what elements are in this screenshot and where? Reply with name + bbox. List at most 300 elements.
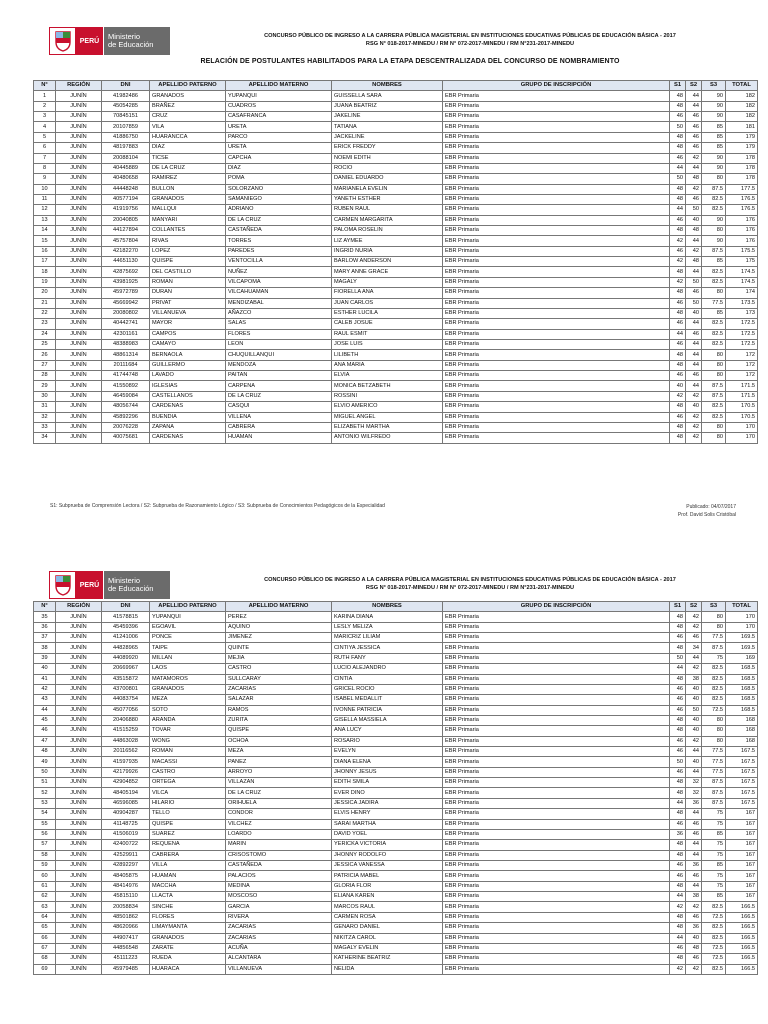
cell-nombres: LUCIO ALEJANDRO [332,664,443,674]
cell-s1: 50 [670,122,686,132]
cell-dni: 48056744 [102,402,150,412]
cell-total: 167 [726,819,758,829]
cell-s3: 80 [702,371,726,381]
cell-s2: 40 [686,715,702,725]
cell-s1: 46 [670,339,686,349]
cell-s3: 80 [702,715,726,725]
cell-s3: 87.5 [702,788,726,798]
header-col-total: TOTAL [726,602,758,612]
cell-apellido-paterno: ZARATE [150,943,226,953]
cell-region: JUNÍN [56,143,102,153]
cell-apellido-paterno: MACCHA [150,881,226,891]
cell-nombres: ANTONIO WILFREDO [332,433,443,443]
table-row [34,809,758,819]
table-row [34,184,758,194]
cell-grupo: EBR Primaria [443,350,670,360]
cell-dni: 41515259 [102,726,150,736]
cell-s2: 38 [686,892,702,902]
cell-grupo: EBR Primaria [443,205,670,215]
cell-s2: 50 [686,277,702,287]
cell-s3: 87.5 [702,798,726,808]
cell-number: 48 [34,747,56,757]
cell-dni: 42400722 [102,840,150,850]
table-row [34,215,758,225]
cell-region: JUNÍN [56,236,102,246]
cell-total: 168 [726,715,758,725]
table-row [34,881,758,891]
cell-s3: 85 [702,829,726,839]
cell-total: 166.5 [726,933,758,943]
cell-s1: 36 [670,829,686,839]
cell-apellido-materno: PARCO [226,132,332,142]
cell-s1: 46 [670,871,686,881]
cell-dni: 40577194 [102,194,150,204]
cell-apellido-materno: URETA [226,143,332,153]
header-col-s2: S2 [686,81,702,91]
cell-nombres: CALEB JOSUE [332,319,443,329]
cell-apellido-materno: VILLANUEVA [226,964,332,974]
table-row [34,757,758,767]
cell-dni: 44083754 [102,695,150,705]
cell-total: 179 [726,132,758,142]
cell-nombres: JUAN CARLOS [332,298,443,308]
cell-s1: 48 [670,912,686,922]
cell-s1: 48 [670,923,686,933]
cell-dni: 41148725 [102,819,150,829]
cell-grupo: EBR Primaria [443,257,670,267]
cell-nombres: KARINA DIANA [332,612,443,622]
cell-region: JUNÍN [56,112,102,122]
cell-grupo: EBR Primaria [443,943,670,953]
cell-number: 28 [34,371,56,381]
cell-region: JUNÍN [56,350,102,360]
cell-apellido-materno: DE LA CRUZ [226,215,332,225]
cell-s3: 87.5 [702,391,726,401]
table-row [34,226,758,236]
cell-grupo: EBR Primaria [443,339,670,349]
cell-apellido-materno: SALAS [226,319,332,329]
cell-number: 61 [34,881,56,891]
cell-dni: 45972789 [102,288,150,298]
cell-s1: 46 [670,767,686,777]
cell-total: 174 [726,288,758,298]
logo-ministry [104,571,170,599]
cell-total: 167.5 [726,747,758,757]
cell-apellido-materno: QUISPE [226,726,332,736]
cell-nombres: DANIEL EDUARDO [332,174,443,184]
cell-total: 169 [726,653,758,663]
table-row [34,850,758,860]
cell-nombres: NIKITZA CAROL [332,933,443,943]
cell-apellido-materno: CASQUI [226,402,332,412]
cell-apellido-paterno: CASTELLANOS [150,391,226,401]
cell-s2: 36 [686,798,702,808]
cell-s2: 46 [686,871,702,881]
cell-dni: 48388983 [102,339,150,349]
cell-s2: 46 [686,371,702,381]
table-row [34,381,758,391]
cell-s3: 90 [702,163,726,173]
cell-s3: 90 [702,91,726,101]
cell-apellido-paterno: CABRERA [150,850,226,860]
cell-number: 7 [34,153,56,163]
cell-region: JUNÍN [56,360,102,370]
cell-dni: 20406880 [102,715,150,725]
cell-dni: 41886750 [102,132,150,142]
cell-total: 170.5 [726,412,758,422]
cell-apellido-materno: SOLORZANO [226,184,332,194]
cell-dni: 42301161 [102,329,150,339]
cell-dni: 41597935 [102,757,150,767]
cell-dni: 41919756 [102,205,150,215]
cell-total: 168.5 [726,684,758,694]
cell-apellido-paterno: MILLAN [150,653,226,663]
cell-s3: 82.5 [702,319,726,329]
cell-s2: 48 [686,257,702,267]
cell-s2: 44 [686,91,702,101]
cell-s2: 44 [686,881,702,891]
cell-apellido-materno: SULLCARAY [226,674,332,684]
cell-number: 68 [34,954,56,964]
cell-region: JUNÍN [56,184,102,194]
cell-nombres: ELVIS HENRY [332,809,443,819]
cell-total: 182 [726,101,758,111]
cell-s3: 82.5 [702,205,726,215]
cell-grupo: EBR Primaria [443,767,670,777]
cell-total: 167 [726,829,758,839]
cell-s3: 82.5 [702,684,726,694]
cell-apellido-materno: JIMENEZ [226,633,332,643]
cell-grupo: EBR Primaria [443,912,670,922]
cell-grupo: EBR Primaria [443,422,670,432]
cell-dni: 44907417 [102,933,150,943]
cell-apellido-materno: ADRIANO [226,205,332,215]
cell-apellido-paterno: QUISPE [150,819,226,829]
cell-apellido-materno: DIAZ [226,163,332,173]
table-row [34,705,758,715]
header-col-s2: S2 [686,602,702,612]
table-row [34,622,758,632]
cell-apellido-materno: PAITAN [226,371,332,381]
cell-total: 167.5 [726,778,758,788]
applicants-table [33,601,758,975]
cell-grupo: EBR Primaria [443,329,670,339]
cell-number: 9 [34,174,56,184]
cell-grupo: EBR Primaria [443,923,670,933]
cell-dni: 43515872 [102,674,150,684]
cell-grupo: EBR Primaria [443,277,670,287]
cell-number: 69 [34,964,56,974]
cell-grupo: EBR Primaria [443,829,670,839]
table-header [34,81,758,91]
cell-s1: 46 [670,633,686,643]
cell-s1: 48 [670,954,686,964]
cell-total: 167.5 [726,767,758,777]
cell-dni: 41982486 [102,91,150,101]
cell-apellido-materno: TORRES [226,236,332,246]
cell-nombres: IVONNE PATRICIA [332,705,443,715]
table-row [34,112,758,122]
cell-number: 38 [34,643,56,653]
table-row [34,194,758,204]
cell-s3: 85 [702,257,726,267]
cell-region: JUNÍN [56,391,102,401]
cell-number: 4 [34,122,56,132]
cell-number: 17 [34,257,56,267]
cell-nombres: YANETH ESTHER [332,194,443,204]
contest-title: CONCURSO PÚBLICO DE INGRESO A LA CARRERA PÚBLICA MAGISTERIAL EN INSTITUCIONES EDUCATIVAS PÚBLICAS DE EDUCACIÓN BÁSICA - 2017 [264,33,676,39]
table-row [34,633,758,643]
cell-region: JUNÍN [56,726,102,736]
cell-region: JUNÍN [56,101,102,111]
cell-grupo: EBR Primaria [443,881,670,891]
cell-grupo: EBR Primaria [443,101,670,111]
cell-nombres: PATRICIA MABEL [332,871,443,881]
cell-number: 46 [34,726,56,736]
cell-apellido-paterno: RIVAS [150,236,226,246]
cell-apellido-materno: CASTAÑEDA [226,226,332,236]
cell-region: JUNÍN [56,381,102,391]
cell-nombres: LIZ AYMEE [332,236,443,246]
cell-s1: 48 [670,422,686,432]
cell-nombres: RUTH FANY [332,653,443,663]
cell-total: 166.5 [726,912,758,922]
cell-apellido-materno: MEDINA [226,881,332,891]
cell-s1: 46 [670,153,686,163]
cell-s3: 85 [702,132,726,142]
cell-total: 166.5 [726,954,758,964]
table-row [34,122,758,132]
cell-s2: 44 [686,236,702,246]
cell-grupo: EBR Primaria [443,850,670,860]
cell-apellido-materno: CABRERA [226,422,332,432]
cell-nombres: MARY ANNE GRACE [332,267,443,277]
cell-s1: 48 [670,612,686,622]
cell-apellido-materno: ZACARIAS [226,684,332,694]
cell-s3: 77.5 [702,757,726,767]
cell-region: JUNÍN [56,829,102,839]
cell-apellido-paterno: HUARACA [150,964,226,974]
table-row [34,954,758,964]
cell-total: 168.5 [726,695,758,705]
cell-apellido-paterno: TELLO [150,809,226,819]
cell-number: 33 [34,422,56,432]
header-col-s3: S3 [702,602,726,612]
cell-s2: 46 [686,132,702,142]
table-row [34,736,758,746]
cell-apellido-paterno: ARANDA [150,715,226,725]
cell-s3: 87.5 [702,381,726,391]
cell-dni: 20076228 [102,422,150,432]
cell-dni: 20111684 [102,360,150,370]
cell-s1: 48 [670,433,686,443]
cell-s1: 42 [670,236,686,246]
list-title: RELACIÓN DE POSTULANTES HABILITADOS PARA LA ETAPA DESCENTRALIZADA DEL CONCURSO DE NOMBRAMIENTO [200,58,620,65]
table-row [34,371,758,381]
cell-s3: 90 [702,153,726,163]
cell-total: 172 [726,350,758,360]
cell-grupo: EBR Primaria [443,226,670,236]
cell-grupo: EBR Primaria [443,433,670,443]
cell-s3: 82.5 [702,674,726,684]
cell-s1: 48 [670,360,686,370]
cell-nombres: EDITH SMILA [332,778,443,788]
cell-apellido-materno: AÑAZCO [226,308,332,318]
cell-dni: 48861314 [102,350,150,360]
cell-apellido-materno: VENTOCILLA [226,257,332,267]
cell-apellido-paterno: LAVADO [150,371,226,381]
cell-s2: 46 [686,819,702,829]
cell-s3: 75 [702,850,726,860]
cell-s2: 34 [686,643,702,653]
cell-number: 31 [34,402,56,412]
cell-apellido-paterno: GRANADOS [150,684,226,694]
cell-nombres: FIORELLA ANA [332,288,443,298]
cell-apellido-paterno: CARDENAS [150,433,226,443]
cell-s3: 75 [702,809,726,819]
cell-total: 168 [726,736,758,746]
cell-s1: 50 [670,757,686,767]
table-body [34,91,758,443]
cell-apellido-materno: AQUINO [226,622,332,632]
table-row [34,933,758,943]
table-row [34,778,758,788]
cell-s3: 77.5 [702,298,726,308]
cell-apellido-materno: LOARDO [226,829,332,839]
cell-region: JUNÍN [56,954,102,964]
cell-grupo: EBR Primaria [443,622,670,632]
cell-apellido-materno: ACUÑA [226,943,332,953]
cell-number: 32 [34,412,56,422]
cell-grupo: EBR Primaria [443,715,670,725]
table-row [34,319,758,329]
cell-s2: 32 [686,788,702,798]
cell-s1: 48 [670,288,686,298]
cell-dni: 45111223 [102,954,150,964]
cell-grupo: EBR Primaria [443,112,670,122]
cell-s2: 46 [686,112,702,122]
cell-apellido-materno: CUADROS [226,101,332,111]
cell-number: 41 [34,674,56,684]
cell-region: JUNÍN [56,840,102,850]
cell-region: JUNÍN [56,705,102,715]
cell-s3: 80 [702,612,726,622]
cell-apellido-materno: PEREZ [226,612,332,622]
cell-apellido-paterno: REQUENA [150,840,226,850]
cell-s2: 40 [686,933,702,943]
cell-apellido-materno: SALAZAR [226,695,332,705]
cell-apellido-paterno: TICSE [150,153,226,163]
cell-apellido-paterno: CARDENAS [150,402,226,412]
table-row [34,391,758,401]
cell-region: JUNÍN [56,767,102,777]
cell-apellido-paterno: HUARANCCA [150,132,226,142]
cell-dni: 44828965 [102,643,150,653]
cell-s1: 40 [670,381,686,391]
cell-s1: 48 [670,132,686,142]
cell-number: 34 [34,433,56,443]
cell-dni: 41506019 [102,829,150,839]
author: Prof. David Solis Cristóbal [677,512,736,518]
cell-number: 66 [34,933,56,943]
cell-apellido-materno: CHUQUILLANQUI [226,350,332,360]
cell-grupo: EBR Primaria [443,871,670,881]
cell-apellido-paterno: SUAREZ [150,829,226,839]
cell-total: 173.5 [726,298,758,308]
cell-region: JUNÍN [56,912,102,922]
table-row [34,871,758,881]
cell-s2: 44 [686,350,702,360]
cell-apellido-paterno: GRANADOS [150,933,226,943]
cell-s3: 85 [702,860,726,870]
cell-s3: 75 [702,840,726,850]
cell-number: 40 [34,664,56,674]
cell-s1: 48 [670,788,686,798]
cell-total: 168.5 [726,674,758,684]
cell-s1: 48 [670,143,686,153]
cell-apellido-materno: HUAMAN [226,433,332,443]
cell-dni: 42182270 [102,246,150,256]
cell-number: 19 [34,277,56,287]
cell-grupo: EBR Primaria [443,933,670,943]
cell-grupo: EBR Primaria [443,778,670,788]
cell-total: 169.5 [726,633,758,643]
cell-s1: 46 [670,246,686,256]
cell-total: 167 [726,892,758,902]
cell-s2: 50 [686,298,702,308]
table-row [34,767,758,777]
cell-apellido-paterno: CAMPOS [150,329,226,339]
cell-number: 18 [34,267,56,277]
cell-apellido-paterno: BRAÑEZ [150,101,226,111]
cell-apellido-paterno: WONG [150,736,226,746]
cell-s3: 82.5 [702,329,726,339]
cell-apellido-materno: URETA [226,122,332,132]
cell-s3: 75 [702,653,726,663]
cell-nombres: CARMEN MARGARITA [332,215,443,225]
header-col-nombres: NOMBRES [332,602,443,612]
cell-s2: 44 [686,653,702,663]
table-row [34,643,758,653]
cell-s3: 72.5 [702,954,726,964]
cell-number: 44 [34,705,56,715]
cell-grupo: EBR Primaria [443,412,670,422]
cell-total: 182 [726,91,758,101]
cell-dni: 70845151 [102,112,150,122]
cell-s3: 80 [702,226,726,236]
cell-s2: 42 [686,736,702,746]
cell-s1: 42 [670,257,686,267]
cell-s3: 80 [702,622,726,632]
cell-s2: 40 [686,215,702,225]
table-row [34,360,758,370]
header-col-apellido-materno: APELLIDO MATERNO [226,602,332,612]
cell-region: JUNÍN [56,132,102,142]
cell-apellido-paterno: YUPANQUI [150,612,226,622]
cell-dni: 42179926 [102,767,150,777]
cell-dni: 45979485 [102,964,150,974]
table-row [34,964,758,974]
cell-s3: 85 [702,892,726,902]
cell-nombres: GLORIA FLOR [332,881,443,891]
cell-dni: 40445889 [102,163,150,173]
cell-region: JUNÍN [56,715,102,725]
cell-region: JUNÍN [56,664,102,674]
cell-grupo: EBR Primaria [443,153,670,163]
table-row [34,402,758,412]
cell-s3: 90 [702,215,726,225]
cell-number: 55 [34,819,56,829]
